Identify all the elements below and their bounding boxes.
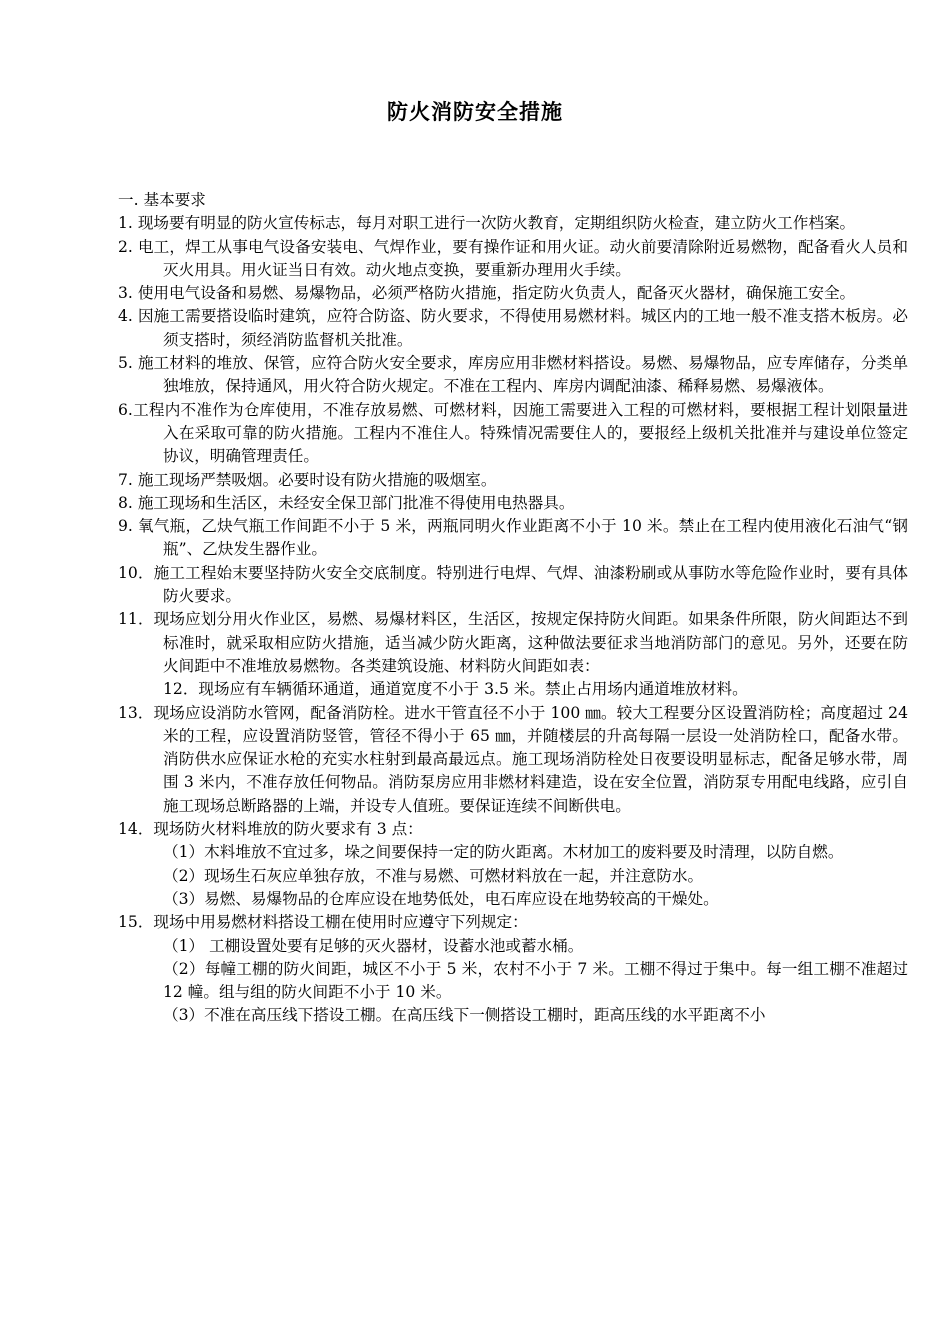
sub-item: （1） 工棚设置处要有足够的灭火器材，设蓄水池或蓄水桶。 [163,936,584,955]
page-title: 防火消防安全措施 [387,100,563,124]
list-item: 9. 氧气瓶，乙炔气瓶工作间距不小于 5 米，两瓶同明火作业距离不小于 10 米。禁止在工程内使用液化石油气“钢瓶”、乙炔发生器作业。 [118,517,908,559]
list-item: 8. 施工现场和生活区，未经安全保卫部门批准不得使用电热器具。 [118,493,575,512]
section-heading: 一. 基本要求 [118,191,206,209]
list-item: 10．施工工程始末要坚持防火安全交底制度。特别进行电焊、气焊、油漆粉刷或从事防水等危险作业时，要有具体防火要求。 [118,563,908,606]
sub-item: （3）易燃、易爆物品的仓库应设在地势低处，电石库应设在地势较高的干燥处。 [163,889,719,908]
sub-item: （2）现场生石灰应单独存放，不准与易燃、可燃材料放在一起，并注意防水。 [163,866,704,885]
list-item: 14．现场防火材料堆放的防火要求有 3 点： [118,820,423,839]
document-body [118,189,908,1028]
list-item: 11．现场应划分用火作业区，易燃、易爆材料区，生活区，按规定保持防火间距。如果条件所限，防火间距达不到标准时，就采取相应防火措施，适当减少防火距离，这种做法要征求当地消防部门的意见。另外，还要在防火间距中不准堆放易燃物。各类建筑设施、材料防火间距如表： [118,610,908,675]
sub-item: （3）不准在高压线下搭设工棚。在高压线下一侧搭设工棚时，距高压线的水平距离不小 [163,1006,766,1025]
list-item: 5. 施工材料的堆放、保管，应符合防火安全要求，库房应用非燃材料搭设。易燃、易爆物品，应专库储存，分类单独堆放，保持通风，用火符合防火规定。不准在工程内、库房内调配油漆、稀释易燃、易爆液体。 [118,354,908,396]
list-item: 12．现场应有车辆循环通道，通道宽度不小于 3.5 米。禁止占用场内通道堆放材料。 [163,680,748,699]
list-item: 3. 使用电气设备和易燃、易爆物品，必须严格防火措施，指定防火负责人，配备灭火器材，确保施工安全。 [118,284,856,303]
list-item: 15．现场中用易燃材料搭设工棚在使用时应遵守下列规定： [118,913,528,932]
sub-item: （1）木料堆放不宜过多，垛之间要保持一定的防火距离。木材加工的废料要及时清理，以防自燃。 [163,843,844,862]
sub-item: （2）每幢工棚的防火间距，城区不小于 5 米，农村不小于 7 米。工棚不得过于集中。每一组工棚不准超过 12 幢。组与组的防火间距不小于 10 米。 [163,959,908,1002]
list-item: 6.工程内不准作为仓库使用，不准存放易燃、可燃材料，因施工需要进入工程的可燃材料，要根据工程计划限量进入在采取可靠的防火措施。工程内不准住人。特殊情况需要住人的，要报经上级机关批准并与建设单位签定协议，明确管理责任。 [118,400,908,466]
list-item: 13．现场应设消防水管网，配备消防栓。进水干管直径不小于 100 ㎜。较大工程要分区设置消防栓；高度超过 24 米的工程，应设置消防竖管，管径不得小于 65 ㎜，并随楼层的升高每隔一层设一处消防栓口，配备水带。消防供水应保证水枪的充实水柱射到最高最远点。施工现场消防栓处日夜要设明显标志，配备足够水带，周围 3 米内，不准存放任何物品。消防泵房应用非燃材料建造，设在安全位置，消防泵专用配电线路，应引自施工现场总断路器的上端，并设专人值班。要保证连续不间断供电。 [118,703,908,815]
list-item: 1. 现场要有明显的防火宣传标志，每月对职工进行一次防火教育，定期组织防火检查，建立防火工作档案。 [118,214,856,233]
list-item: 2. 电工，焊工从事电气设备安装电、气焊作业，要有操作证和用火证。动火前要清除附近易燃物，配备看火人员和灭火用具。用火证当日有效。动火地点变换，要重新办理用火手续。 [118,237,908,279]
list-item: 4. 因施工需要搭设临时建筑，应符合防盗、防火要求，不得使用易燃材料。城区内的工地一般不准支搭木板房。必须支搭时，须经消防监督机关批准。 [118,307,908,349]
list-item: 7. 施工现场严禁吸烟。必要时设有防火措施的吸烟室。 [118,470,497,489]
